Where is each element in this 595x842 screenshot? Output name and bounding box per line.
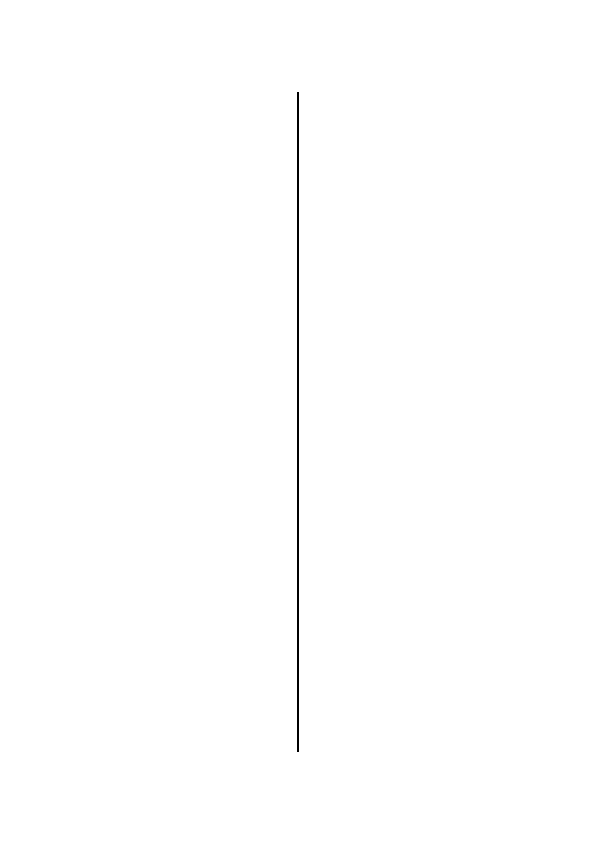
left-column [82, 92, 290, 114]
column-divider [297, 92, 299, 752]
